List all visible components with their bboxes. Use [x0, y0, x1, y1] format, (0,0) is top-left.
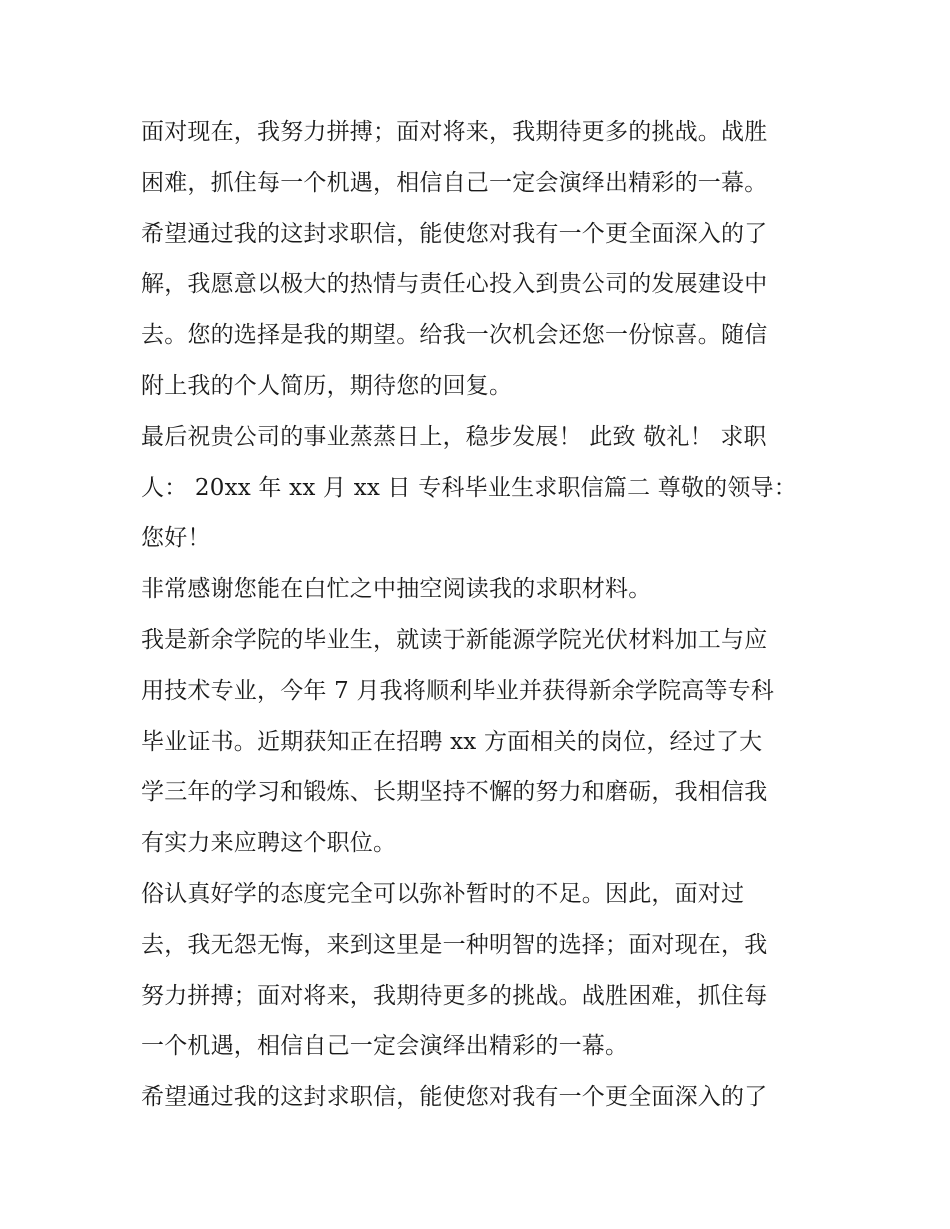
text-line: 我是新余学院的毕业生，就读于新能源学院光伏材料加工与应 [141, 626, 768, 653]
text-line: 俗认真好学的态度完全可以弥补暂时的不足。因此，面对过 [141, 880, 745, 907]
text-line: 希望通过我的这封求职信，能使您对我有一个更全面深入的了 [141, 220, 768, 247]
text-line: 附上我的个人简历，期待您的回复。 [141, 372, 513, 399]
text-line: 希望通过我的这封求职信，能使您对我有一个更全面深入的了 [141, 1084, 768, 1111]
text-line: 解，我愿意以极大的热情与责任心投入到贵公司的发展建设中 [141, 271, 768, 298]
text-line: 学三年的学习和锻炼、长期坚持不懈的努力和磨砺，我相信我 [141, 779, 768, 806]
document-body [141, 107, 821, 1123]
text-line: 您好！ [141, 525, 211, 552]
text-line: 非常感谢您能在白忙之中抽空阅读我的求职材料。 [141, 576, 652, 603]
text-line: 去，我无怨无悔，来到这里是一种明智的选择；面对现在，我 [141, 931, 768, 958]
text-line: 去。您的选择是我的期望。给我一次机会还您一份惊喜。随信 [141, 322, 768, 349]
text-line: 用技术专业，今年 7 月我将顺利毕业并获得新余学院高等专科 [141, 677, 775, 704]
text-line: 最后祝贵公司的事业蒸蒸日上，稳步发展！ 此致 敬礼！ 求职 [141, 423, 767, 450]
text-line: 有实力来应聘这个职位。 [141, 830, 397, 857]
text-line: 面对现在，我努力拼搏；面对将来，我期待更多的挑战。战胜 [141, 119, 768, 145]
text-line: 努力拼搏；面对将来，我期待更多的挑战。战胜困难，抓住每 [141, 982, 768, 1009]
text-line: 困难，抓住每一个机遇，相信自己一定会演绎出精彩的一幕。 [141, 169, 768, 196]
text-line: 人： 20xx 年 xx 月 xx 日 专科毕业生求职信篇二 尊敬的领导： [141, 474, 797, 501]
text-line: 一个机遇，相信自己一定会演绎出精彩的一幕。 [141, 1033, 629, 1060]
text-line: 毕业证书。近期获知正在招聘 xx 方面相关的岗位，经过了大 [141, 728, 763, 755]
